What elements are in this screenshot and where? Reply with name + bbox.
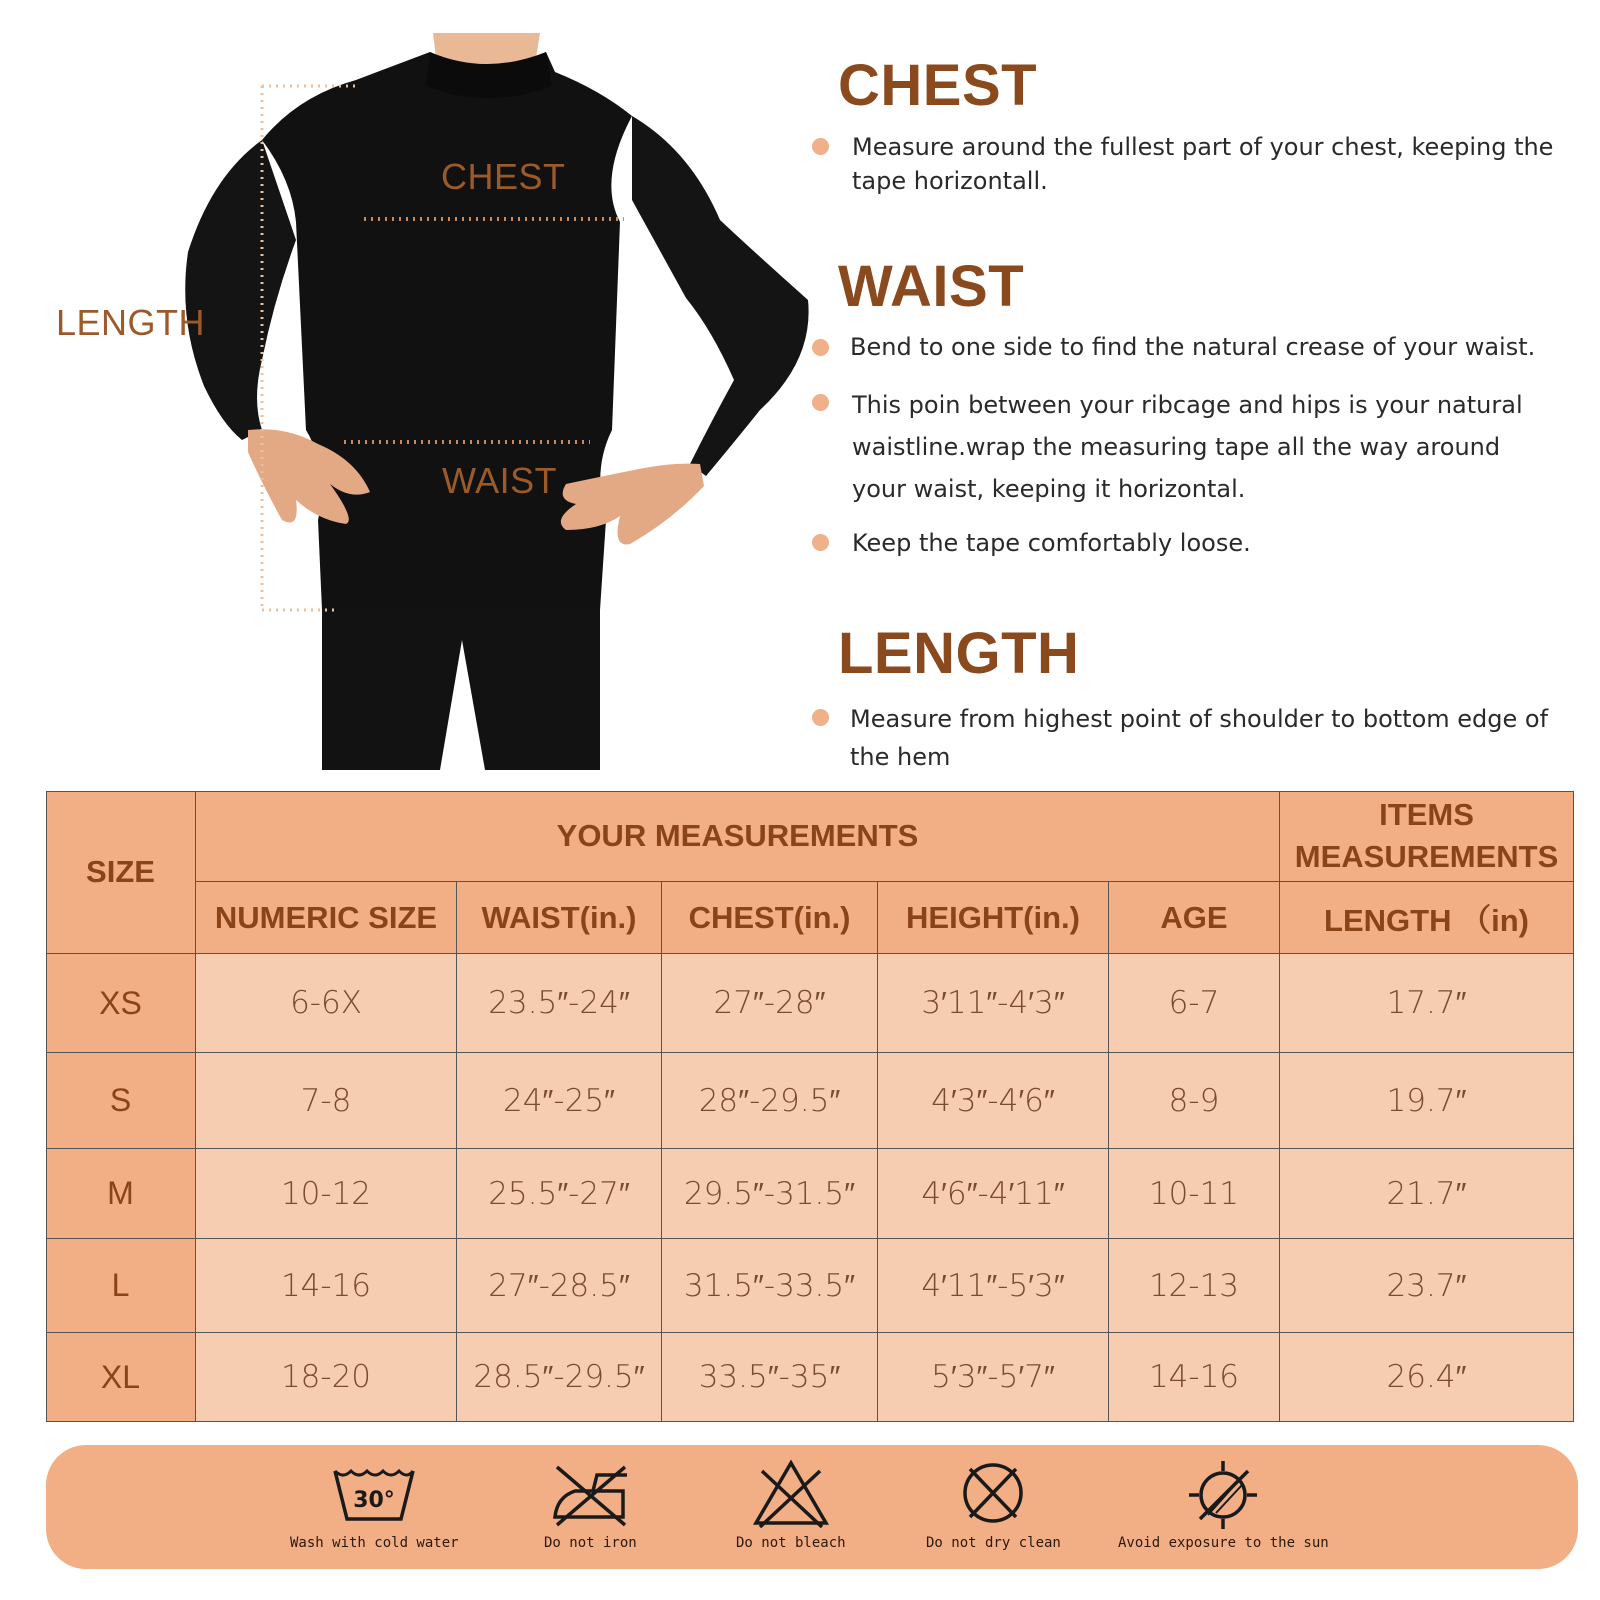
waist-bullet-2: This poin between your ribcage and hips is your natural waistline.wrap the measuring tape all the way around your waist, keeping it horizontal. — [852, 391, 1523, 503]
figure-chest-label: CHEST — [441, 156, 566, 197]
bullet-dot — [812, 534, 829, 551]
table-cell: 26.4″ — [1280, 1333, 1574, 1422]
table-cell: 21.7″ — [1280, 1149, 1574, 1239]
care-item-iron — [544, 1457, 637, 1551]
table-cell: 4′3″-4′6″ — [878, 1053, 1109, 1149]
figure-waist-label: WAIST — [442, 460, 558, 501]
care-label: Avoid exposure to the sun — [1118, 1535, 1329, 1551]
care-item-bleach — [736, 1457, 846, 1551]
column-header: LENGTH （in) — [1280, 882, 1574, 954]
table-cell: 8-9 — [1109, 1053, 1280, 1149]
wash-30-icon — [329, 1457, 419, 1529]
bullet-dot — [812, 709, 829, 726]
care-item-wash — [290, 1457, 459, 1551]
wash-temp-text: 30° — [353, 1488, 396, 1513]
no-iron-icon — [545, 1457, 635, 1529]
table-cell: 27″-28″ — [662, 954, 878, 1053]
table-cell: 18-20 — [196, 1333, 457, 1422]
column-header: NUMERIC SIZE — [196, 882, 457, 954]
waist-bullet-3: Keep the tape comfortably loose. — [852, 529, 1251, 557]
table-cell: 4′6″-4′11″ — [878, 1149, 1109, 1239]
no-bleach-icon — [746, 1457, 836, 1529]
table-cell: 19.7″ — [1280, 1053, 1574, 1149]
care-item-dry-clean — [926, 1457, 1061, 1551]
size-chart-table — [46, 791, 1574, 1422]
size-cell: XS — [46, 954, 196, 1053]
length-bullet: Measure from highest point of shoulder to bottom edge of the hem — [850, 705, 1549, 771]
table-cell: 23.7″ — [1280, 1239, 1574, 1333]
size-cell: S — [46, 1053, 196, 1149]
table-cell: 25.5″-27″ — [457, 1149, 662, 1239]
length-title: LENGTH — [838, 621, 1080, 686]
size-cell: XL — [46, 1333, 196, 1422]
waist-title: WAIST — [838, 254, 1025, 319]
table-cell: 23.5″-24″ — [457, 954, 662, 1053]
care-label: Do not bleach — [736, 1535, 846, 1551]
table-cell: 17.7″ — [1280, 954, 1574, 1053]
column-header: WAIST(in.) — [457, 882, 662, 954]
chest-title: CHEST — [838, 53, 1038, 118]
table-cell: 14-16 — [1109, 1333, 1280, 1422]
table-cell: 3′11″-4′3″ — [878, 954, 1109, 1053]
table-cell: 10-12 — [196, 1149, 457, 1239]
table-cell: 28.5″-29.5″ — [457, 1333, 662, 1422]
size-cell: L — [46, 1239, 196, 1333]
table-cell: 29.5″-31.5″ — [662, 1149, 878, 1239]
column-header: AGE — [1109, 882, 1280, 954]
thermal-top-illustration — [0, 0, 820, 770]
size-cell: M — [46, 1149, 196, 1239]
table-cell: 5′3″-5′7″ — [878, 1333, 1109, 1422]
figure-length-label: LENGTH — [56, 302, 206, 343]
care-instructions-bar — [46, 1445, 1578, 1569]
bullet-dot — [812, 138, 829, 155]
care-label: Do not iron — [544, 1535, 637, 1551]
table-cell: 6-6X — [196, 954, 457, 1053]
table-cell: 12-13 — [1109, 1239, 1280, 1333]
table-cell: 33.5″-35″ — [662, 1333, 878, 1422]
bullet-dot — [812, 394, 829, 411]
table-cell: 14-16 — [196, 1239, 457, 1333]
table-cell: 6-7 — [1109, 954, 1280, 1053]
no-dry-clean-icon — [948, 1457, 1038, 1529]
avoid-sun-icon — [1178, 1457, 1268, 1529]
table-cell: 4′11″-5′3″ — [878, 1239, 1109, 1333]
table-cell: 31.5″-33.5″ — [662, 1239, 878, 1333]
care-item-sun — [1118, 1457, 1329, 1551]
table-cell: 24″-25″ — [457, 1053, 662, 1149]
column-header: HEIGHT(in.) — [878, 882, 1109, 954]
table-cell: 7-8 — [196, 1053, 457, 1149]
bullet-dot — [812, 339, 829, 356]
table-cell: 10-11 — [1109, 1149, 1280, 1239]
care-label: Do not dry clean — [926, 1535, 1061, 1551]
care-label: Wash with cold water — [290, 1535, 459, 1551]
table-cell: 27″-28.5″ — [457, 1239, 662, 1333]
chest-bullet: Measure around the fullest part of your chest, keeping the tape horizontall. — [852, 133, 1554, 195]
your-measurements-header: YOUR MEASUREMENTS — [196, 791, 1280, 882]
column-header: CHEST(in.) — [662, 882, 878, 954]
items-measurements-header: ITEMS MEASUREMENTS — [1280, 791, 1574, 882]
size-header: SIZE — [46, 791, 196, 954]
garment-figure — [0, 0, 820, 770]
waist-bullet-1: Bend to one side to find the natural crease of your waist. — [850, 333, 1536, 361]
table-cell: 28″-29.5″ — [662, 1053, 878, 1149]
